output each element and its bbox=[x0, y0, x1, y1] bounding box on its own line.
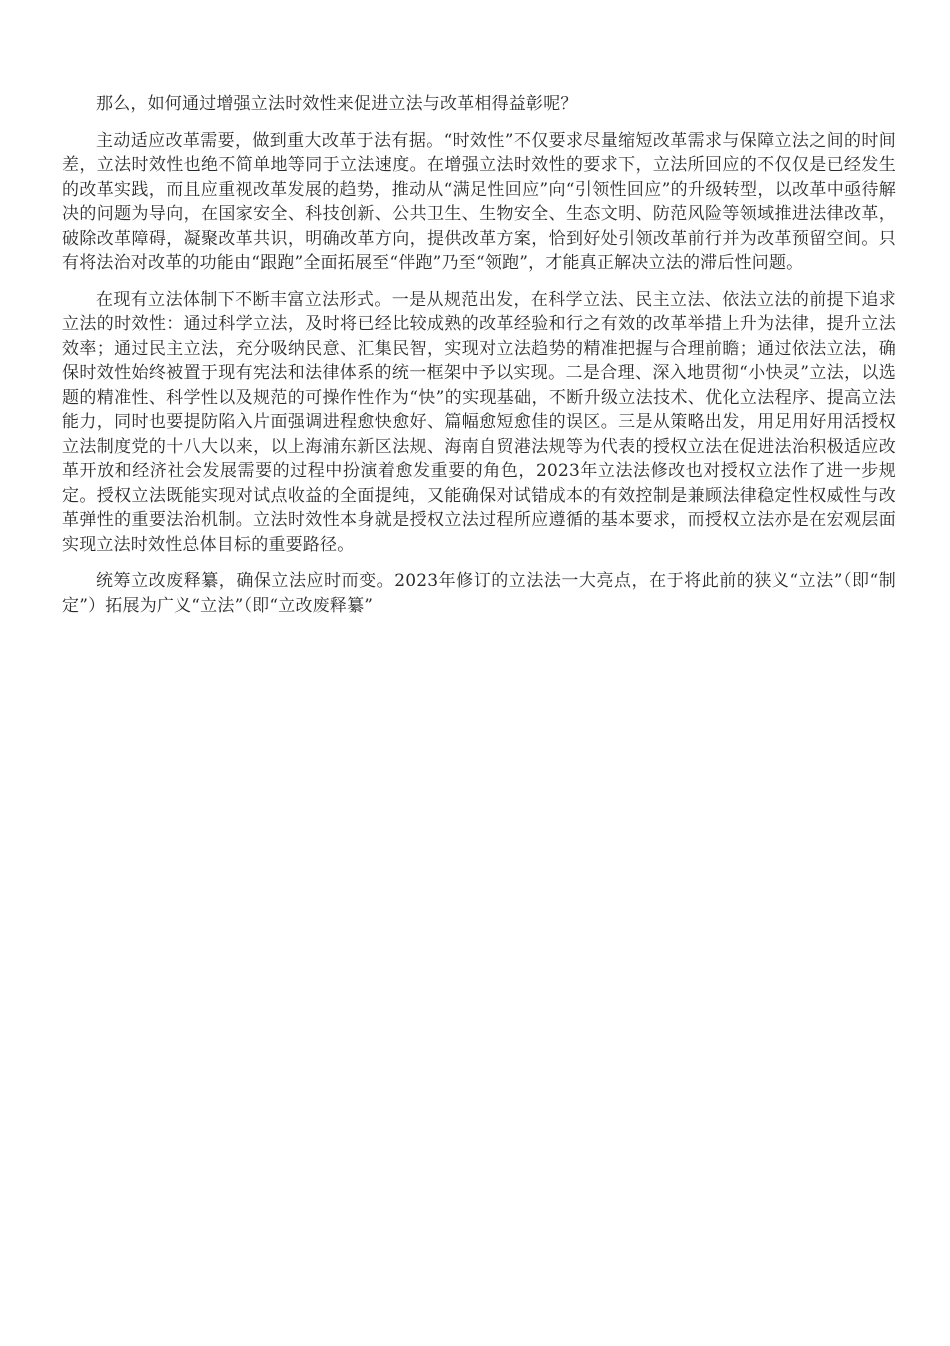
article-body bbox=[62, 92, 896, 630]
paragraph-coordinate-legislation: 统筹立改废释纂，确保立法应时而变。2023年修订的立法法一大亮点，在于将此前的狭义“立法”（即“制定”）拓展为广义“立法”（即“立改废释纂” bbox=[62, 571, 896, 616]
paragraph-legislative-forms: 在现有立法体制下不断丰富立法形式。一是从规范出发，在科学立法、民主立法、依法立法的前提下追求立法的时效性：通过科学立法，及时将已经比较成熟的改革经验和行之有效的改革举措上升为法律，提升立法效率；通过民主立法，充分吸纳民意、汇集民智，实现对立法趋势的精准把握与合理前瞻；通过依法立法，确保时效性始终被置于现有宪法和法律体系的统一框架中予以实现。二是合理、深入地贯彻“小快灵”立法，以选题的精准性、科学性以及规范的可操作性作为“快”的实现基础，不断升级立法技术、优化立法程序、提高立法能力，同时也要提防陷入片面强调进程愈快愈好、篇幅愈短愈佳的误区。三是从策略出发，用足用好用活授权立法制度党的十八大以来，以上海浦东新区法规、海南自贸港法规等为代表的授权立法在促进法治积极适应改革开放和经济社会发展需要的过程中扮演着愈发重要的角色，2023年立法法修改也对授权立法作了进一步规定。授权立法既能实现对试点收益的全面提纯，又能确保对试错成本的有效控制是兼顾法律稳定性权威性与改革弹性的重要法治机制。立法时效性本身就是授权立法过程所应遵循的基本要求，而授权立法亦是在宏观层面实现立法时效性总体目标的重要路径。 bbox=[62, 289, 896, 555]
paragraph-adapt-reform: 主动适应改革需要，做到重大改革于法有据。“时效性”不仅要求尽量缩短改革需求与保障立法之间的时间差，立法时效性也绝不简单地等同于立法速度。在增强立法时效性的要求下，立法所回应的不仅仅是已经发生的改革实践，而且应重视改革发展的趋势，推动从“满足性回应”向“引领性回应”的升级转型，以改革中亟待解决的问题为导向，在国家安全、科技创新、公共卫生、生物安全、生态文明、防范风险等领域推进法律改革，破除改革障碍，凝聚改革共识，明确改革方向，提供改革方案，恰到好处引领改革前行并为改革预留空间。只有将法治对改革的功能由“跟跑”全面拓展至“伴跑”乃至“领跑”，才能真正解决立法的滞后性问题。 bbox=[62, 130, 896, 273]
paragraph-question: 那么，如何通过增强立法时效性来促进立法与改革相得益彰呢？ bbox=[96, 94, 578, 114]
